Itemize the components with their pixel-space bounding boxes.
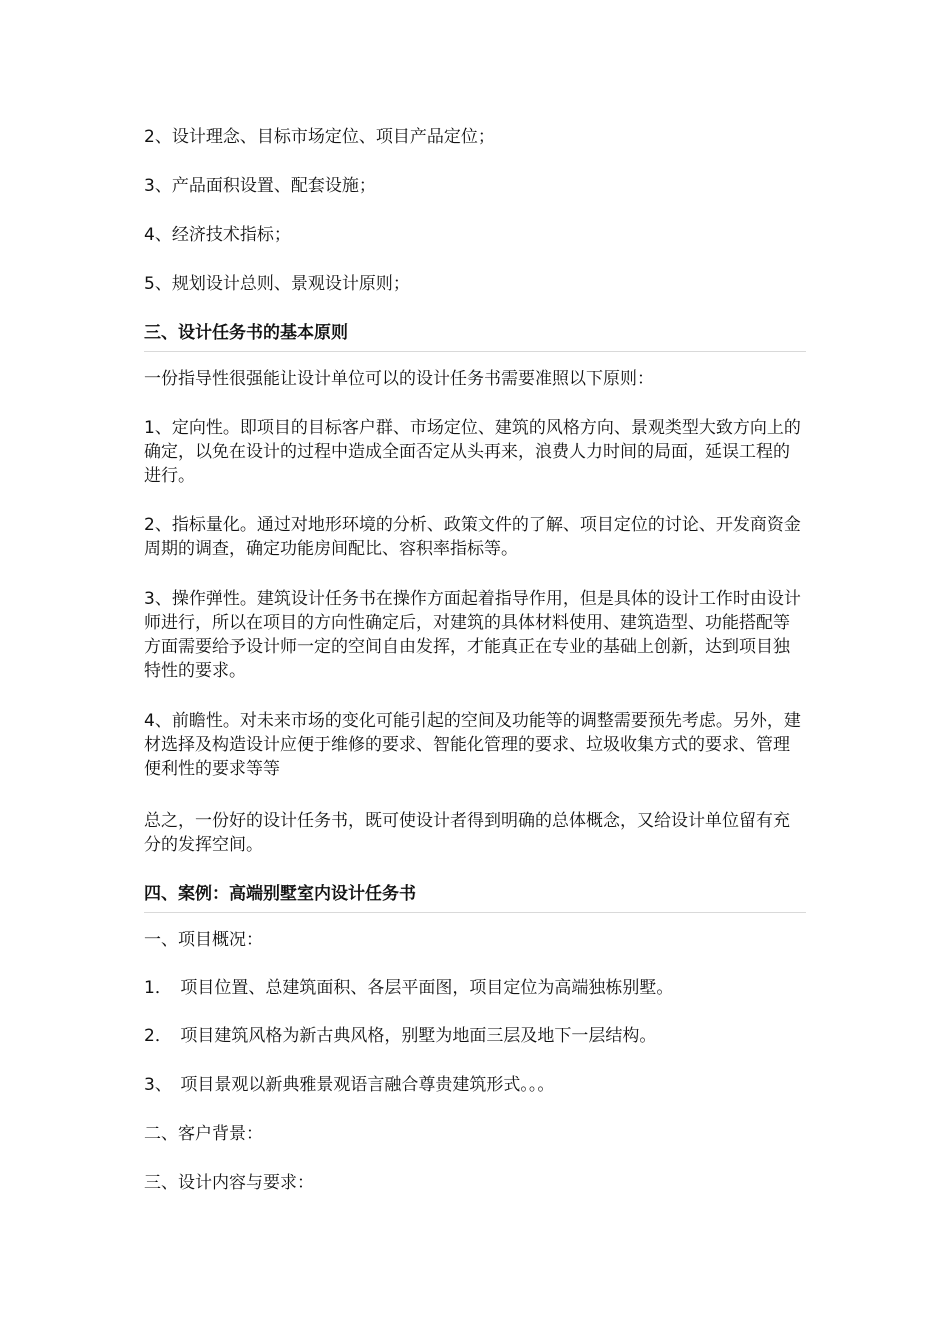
paragraph: 三、设计内容与要求： — [144, 1173, 314, 1193]
list-item: 2． 项目建筑风格为新古典风格，别墅为地面三层及地下一层结构。 — [144, 1026, 657, 1046]
paragraph: 1、定向性。即项目的目标客户群、市场定位、建筑的风格方向、景观类型大致方向上的确定，以免在设计的过程中造成全面否定从头再来，浪费人力时间的局面，延误工程的进行。 — [144, 418, 801, 486]
paragraph: 二、客户背景： — [144, 1124, 263, 1144]
paragraph: 一、项目概况： — [144, 930, 263, 950]
paragraph: 2、指标量化。通过对地形环境的分析、政策文件的了解、项目定位的讨论、开发商资金周期的调查，确定功能房间配比、容积率指标等。 — [144, 515, 801, 559]
list-item: 3、 项目景观以新典雅景观语言融合尊贵建筑形式。。。 — [144, 1075, 555, 1095]
paragraph: 一份指导性很强能让设计单位可以的设计任务书需要准照以下原则： — [144, 369, 654, 389]
list-item: 2、设计理念、目标市场定位、项目产品定位； — [144, 127, 495, 147]
list-item: 5、规划设计总则、景观设计原则； — [144, 274, 410, 294]
paragraph: 4、前瞻性。对未来市场的变化可能引起的空间及功能等的调整需要预先考虑。另外，建材选择及构造设计应便于维修的要求、智能化管理的要求、垃圾收集方式的要求、管理便利性的要求等等 — [144, 711, 801, 779]
section-heading: 四、案例：高端别墅室内设计任务书 — [144, 882, 806, 913]
list-item: 3、产品面积设置、配套设施； — [144, 176, 376, 196]
section-heading: 三、设计任务书的基本原则 — [144, 321, 806, 352]
list-item: 4、经济技术指标； — [144, 225, 291, 245]
paragraph: 总之，一份好的设计任务书，既可使设计者得到明确的总体概念，又给设计单位留有充分的发挥空间。 — [144, 811, 790, 855]
paragraph: 3、操作弹性。建筑设计任务书在操作方面起着指导作用，但是具体的设计工作时由设计师进行，所以在项目的方向性确定后，对建筑的具体材料使用、建筑造型、功能搭配等方面需要给予设计师一定的空间自由发挥，才能真正在专业的基础上创新，达到项目独特性的要求。 — [144, 589, 801, 681]
list-item: 1． 项目位置、总建筑面积、各层平面图，项目定位为高端独栋别墅。 — [144, 978, 674, 998]
